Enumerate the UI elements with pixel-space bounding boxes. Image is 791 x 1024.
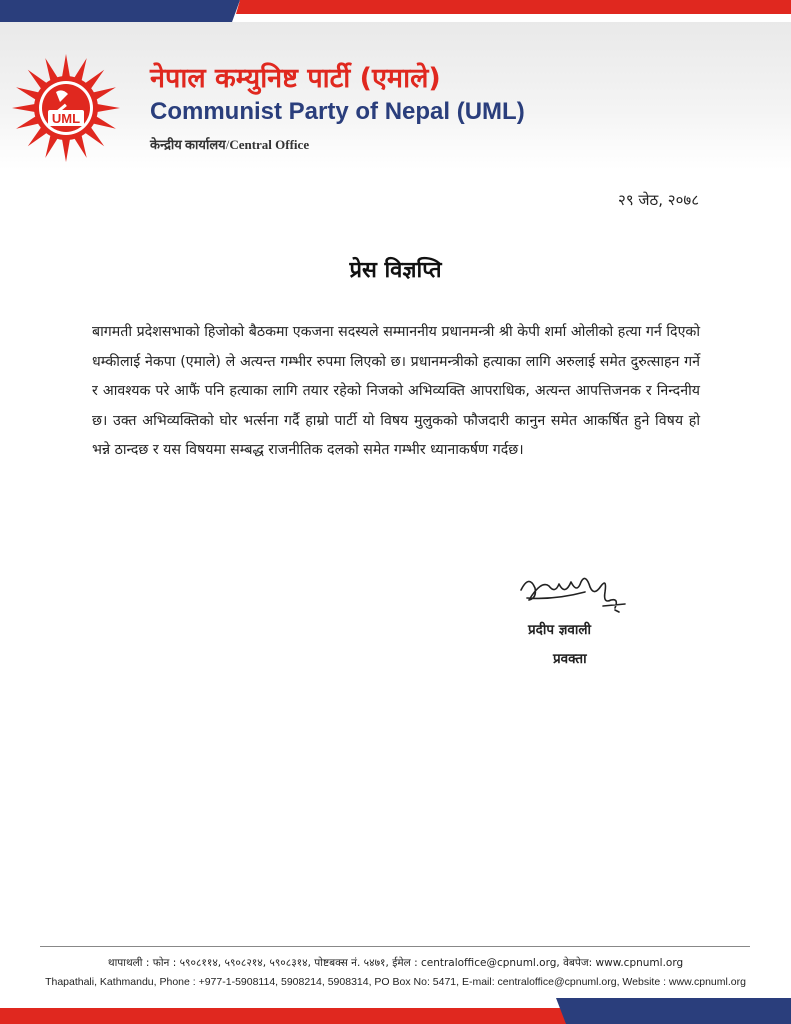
footer-contact-nepali: थापाथली : फोन : ५९०८११४, ५९०८२१४, ५९०८३१४, पोष्टबक्स नं. ५४७१, ईमेल : centraloffice@cpnuml.org, वेबपेज: www.cpnuml.org	[107, 957, 684, 969]
press-release-body: बागमती प्रदेशसभाको हिजोको बैठकमा एकजना सदस्यले सम्माननीय प्रधानमन्त्री श्री केपी शर्मा ओलीको हत्या गर्न दिएको धम्कीलाई नेकपा (एमाले) ले अत्यन्त गम्भीर रुपमा लिएको छ। प्रधानमन्त्रीको हत्याका लागि अरुलाई समेत दुरुत्साहन गर्ने र आवश्यक परे आफैं पनि हत्याका लागि तयार रहेको निजको अभिव्यक्ति आपराधिक, अत्यन्त आपत्तिजनक र निन्दनीय छ। उक्त अभिव्यक्तिको घोर भर्त्सना गर्दै हाम्रो पार्टी यो विषय मुलुकको फौजदारी कानुन समेत आकर्षित हुने विषय हो भन्ने ठान्दछ र यस विषयमा सम्बद्ध राजनीतिक दलको समेत गम्भीर ध्यानाकर्षण गर्दछ।	[92, 324, 700, 458]
office-label	[150, 135, 309, 153]
office-label-english: Central Office	[229, 137, 310, 152]
party-logo	[10, 52, 122, 164]
footer-contact-english: Thapathali, Kathmandu, Phone : +977-1-5908114, 5908214, 5908314, PO Box No: 5471, E-mail: centraloffice@cpnuml.org, Website : www.cpnuml.org	[45, 976, 746, 988]
svg-text:UML: UML	[51, 111, 81, 126]
press-release-heading: प्रेस विज्ञप्ति	[349, 258, 442, 283]
sun-ray-shape	[96, 104, 120, 112]
sun-star-emblem-icon	[10, 52, 122, 164]
office-separator: /	[225, 137, 230, 152]
letter-date: २९ जेठ, २०७८	[618, 191, 699, 209]
signer-name: प्रदीप ज्ञवाली	[528, 622, 592, 638]
party-name-english: Communist Party of Nepal (UML)	[150, 98, 525, 125]
office-label-nepali: केन्द्रीय कार्यालय	[150, 137, 226, 152]
signature-image	[515, 568, 635, 618]
sun-ray-shape	[12, 104, 36, 112]
footer-divider	[40, 946, 750, 947]
signer-role: प्रवक्ता	[553, 651, 587, 667]
party-name-nepali: नेपाल कम्युनिष्ट पार्टी (एमाले)	[150, 63, 441, 94]
sun-ray-shape	[62, 54, 70, 78]
sun-ray-shape	[62, 138, 70, 162]
bottom-color-band	[0, 998, 791, 1024]
top-color-band	[0, 0, 791, 22]
